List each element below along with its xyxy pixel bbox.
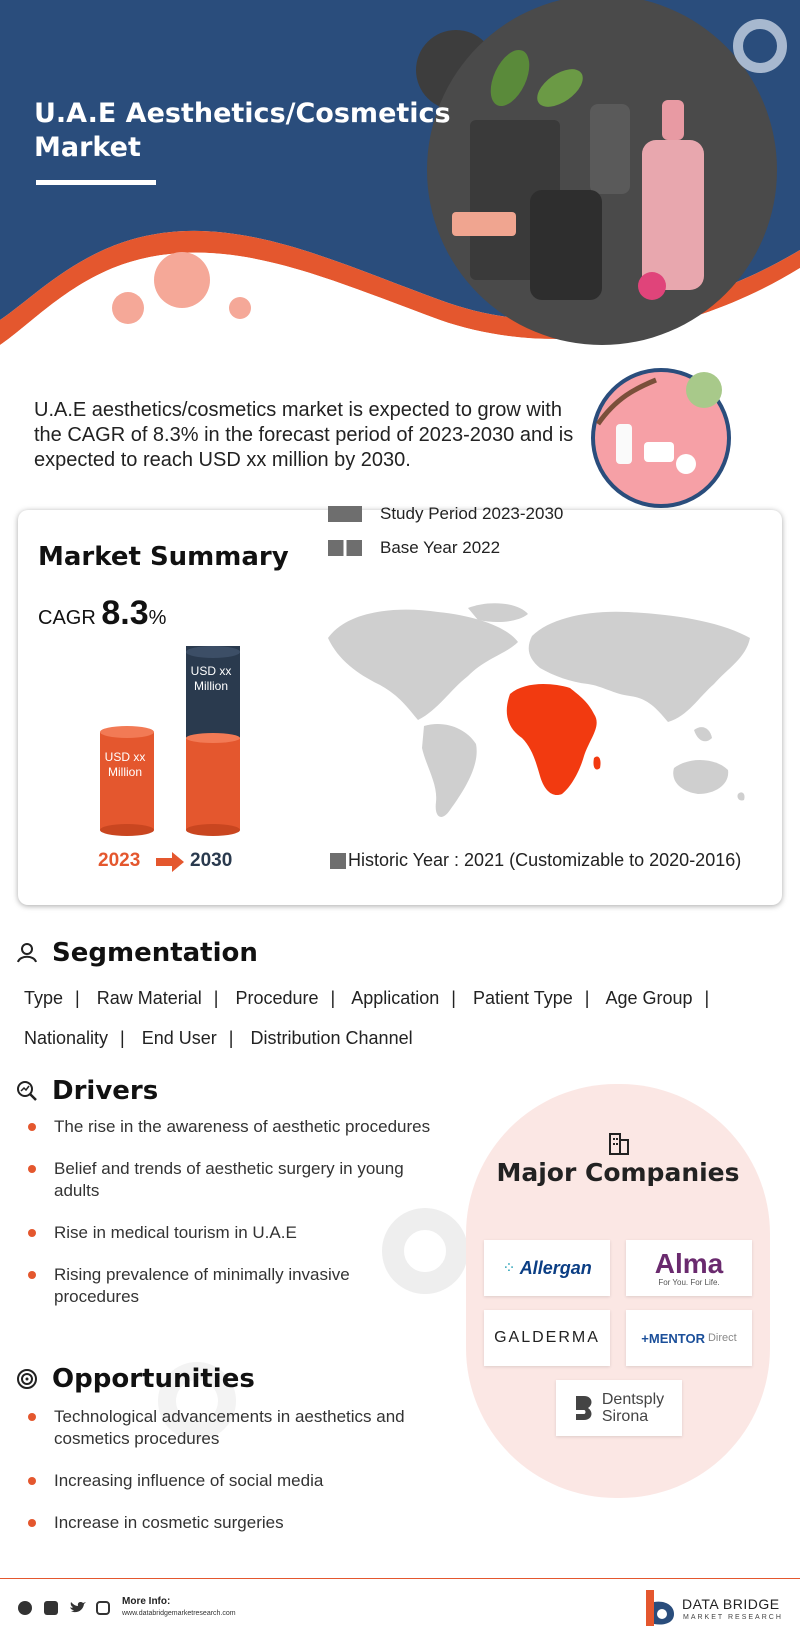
legend-swatch bbox=[328, 540, 362, 556]
cosmetics-photo bbox=[586, 368, 734, 508]
more-info-url[interactable]: www.databridgemarketresearch.com bbox=[122, 1610, 236, 1617]
drivers-heading bbox=[16, 1076, 158, 1106]
market-summary-card bbox=[18, 504, 782, 905]
hero-banner bbox=[0, 0, 800, 380]
segment-item: Application bbox=[351, 988, 440, 1008]
cylinder-2023 bbox=[100, 732, 154, 830]
cagr-label: CAGR bbox=[38, 607, 96, 629]
market-summary-title: Market Summary bbox=[38, 542, 289, 572]
segment-item: Nationality bbox=[24, 1028, 109, 1048]
drivers-title: Drivers bbox=[52, 1076, 159, 1106]
logo-dentsply-sirona bbox=[556, 1380, 682, 1436]
sirona-text: Sirona bbox=[601, 1408, 649, 1425]
alma-tagline: For You. For Life. bbox=[658, 1277, 720, 1287]
allergan-dots-icon: ⁘ bbox=[502, 1260, 516, 1277]
brand-subtitle: MARKET RESEARCH bbox=[683, 1614, 783, 1621]
legend-swatch bbox=[330, 853, 346, 869]
dentsply-mark-icon bbox=[574, 1394, 596, 1422]
historic-label: Historic Year : 2021 (Customizable to 2020-2016) bbox=[348, 850, 742, 870]
arrow-right-icon bbox=[156, 852, 184, 872]
segment-item: Type bbox=[24, 988, 64, 1008]
decorative-ring bbox=[380, 1206, 470, 1296]
dentsply-wordmark bbox=[602, 1391, 664, 1425]
bar-2030-label: USD xx Million bbox=[190, 664, 232, 693]
logo-galderma bbox=[484, 1310, 610, 1366]
companies-title: Major Companies bbox=[496, 1158, 740, 1187]
study-period-label: Study Period 2023-2030 bbox=[380, 504, 564, 523]
mentor-wordmark: MENTOR bbox=[648, 1330, 705, 1346]
page-title: U.A.E Aesthetics/Cosmetics Market bbox=[34, 98, 451, 163]
allergan-wordmark: Allergan bbox=[519, 1257, 592, 1278]
mentor-cross-icon: + bbox=[641, 1330, 649, 1346]
data-bridge-logo-icon bbox=[644, 1588, 678, 1628]
dentsply-text: Dentsply bbox=[601, 1391, 665, 1408]
opportunity-item: Increase in cosmetic surgeries bbox=[24, 1512, 434, 1534]
cagr-value: 8.3 bbox=[101, 594, 149, 632]
instagram-icon[interactable] bbox=[96, 1601, 110, 1615]
brand-name: DATA BRIDGE bbox=[682, 1596, 780, 1612]
segment-item: Procedure bbox=[235, 988, 319, 1008]
logo-mentor bbox=[626, 1310, 752, 1366]
hero-background bbox=[0, 0, 800, 380]
segmentation-icon bbox=[16, 942, 38, 964]
building-icon bbox=[608, 1132, 630, 1156]
intro-text: U.A.E aesthetics/cosmetics market is expected to grow with the CAGR of 8.3% in the forecast period of 2023-2030 and is expected to reach USD xx million by 2030. bbox=[34, 399, 574, 471]
facebook-icon[interactable] bbox=[44, 1601, 58, 1615]
logo-alma bbox=[626, 1240, 752, 1296]
year-start: 2023 bbox=[98, 850, 141, 871]
cagr-block bbox=[38, 594, 166, 633]
alma-wordmark: Alma bbox=[654, 1247, 724, 1279]
base-year-label: Base Year 2022 bbox=[380, 538, 501, 557]
segmentation-heading bbox=[16, 938, 258, 968]
target-icon bbox=[16, 1368, 38, 1390]
more-info-label: More Info: bbox=[122, 1596, 171, 1607]
driver-item: Belief and trends of aesthetic surgery in young adults bbox=[24, 1158, 434, 1202]
segmentation-title: Segmentation bbox=[52, 938, 258, 968]
bar-2023-label: USD xx Million bbox=[104, 750, 146, 779]
year-end: 2030 bbox=[190, 850, 233, 871]
segment-item: End User bbox=[141, 1028, 217, 1048]
legend-study-period bbox=[328, 504, 563, 524]
legend-base-year bbox=[328, 538, 500, 558]
whatsapp-icon[interactable] bbox=[18, 1601, 32, 1615]
segment-item: Raw Material bbox=[96, 988, 202, 1008]
legend-swatch bbox=[328, 506, 362, 522]
segment-item: Patient Type bbox=[473, 988, 573, 1008]
cagr-unit: % bbox=[148, 607, 167, 629]
opportunity-item: Increasing influence of social media bbox=[24, 1470, 434, 1492]
footer-divider bbox=[0, 1578, 800, 1579]
segment-item: Distribution Channel bbox=[250, 1028, 413, 1048]
logo-allergan bbox=[484, 1240, 610, 1296]
mentor-suffix: Direct bbox=[707, 1332, 737, 1344]
drivers-list bbox=[24, 1116, 434, 1308]
world-map bbox=[318, 598, 758, 830]
segmentation-row-1: Type | Raw Material | Procedure | Application | Patient Type | Age Group | bbox=[24, 988, 710, 1008]
title-underline bbox=[36, 180, 156, 185]
africa-highlight bbox=[507, 684, 597, 795]
twitter-icon[interactable] bbox=[70, 1601, 84, 1615]
opportunities-heading bbox=[16, 1364, 255, 1394]
opportunity-item: Technological advancements in aesthetics and cosmetics procedures bbox=[24, 1406, 434, 1450]
segment-item: Age Group bbox=[605, 988, 693, 1008]
magnifier-chart-icon bbox=[16, 1080, 38, 1102]
driver-item: Rising prevalence of minimally invasive procedures bbox=[24, 1264, 434, 1308]
growth-cylinders bbox=[78, 646, 278, 846]
opportunities-list bbox=[24, 1406, 434, 1534]
driver-item: The rise in the awareness of aesthetic procedures bbox=[24, 1116, 434, 1138]
galderma-wordmark: GALDERMA bbox=[494, 1329, 600, 1346]
segmentation-row-2: Nationality | End User | Distribution Channel bbox=[24, 1028, 413, 1048]
opportunities-title: Opportunities bbox=[52, 1364, 255, 1394]
driver-item: Rise in medical tourism in U.A.E bbox=[24, 1222, 434, 1244]
legend-historic-year bbox=[330, 850, 741, 871]
